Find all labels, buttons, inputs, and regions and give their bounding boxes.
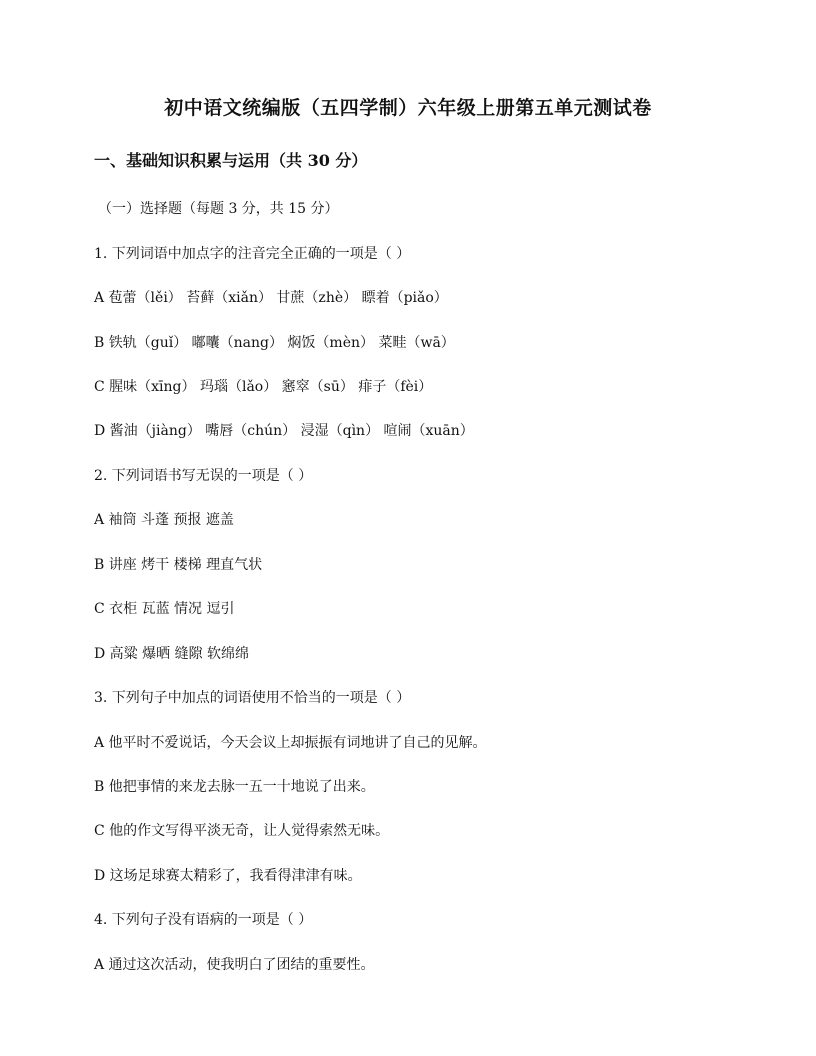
question-4-option-a: A 通过这次活动，使我明白了团结的重要性。: [94, 957, 375, 973]
question-3-option-a: A 他平时不爱说话，今天会议上却振振有词地讲了自己的见解。: [94, 735, 487, 751]
section-heading: 一、基础知识积累与运用（共 30 分）: [94, 151, 368, 170]
question-1-option-a: A 苞蕾（lěi） 苔藓（xiǎn） 甘蔗（zhè） 瞟着（piǎo）: [94, 290, 448, 306]
question-2-option-a: A 袖筒 斗蓬 预报 遮盖: [94, 512, 234, 528]
question-1-option-c: C 腥味（xīng） 玛瑙（lǎo） 窸窣（sū） 痱子（fèi）: [94, 379, 433, 395]
question-1-option-b: B 铁轨（guǐ） 嘟囔（nang） 焖饭（mèn） 菜畦（wā）: [94, 335, 455, 351]
question-2-stem: 2. 下列词语书写无误的一项是（ ）: [94, 468, 313, 484]
question-3-option-b: B 他把事情的来龙去脉一五一十地说了出来。: [94, 779, 375, 795]
question-1-stem: 1. 下列词语中加点字的注音完全正确的一项是（ ）: [94, 246, 411, 262]
question-4-stem: 4. 下列句子没有语病的一项是（ ）: [94, 912, 313, 928]
question-2-option-d: D 高粱 爆晒 缝隙 软绵绵: [94, 646, 250, 662]
document-title: 初中语文统编版（五四学制）六年级上册第五单元测试卷: [164, 97, 652, 119]
subsection-heading: （一）选择题（每题 3 分，共 15 分）: [98, 201, 339, 217]
question-3-stem: 3. 下列句子中加点的词语使用不恰当的一项是（ ）: [94, 690, 411, 706]
question-3-option-c: C 他的作文写得平淡无奇，让人觉得索然无味。: [94, 823, 390, 839]
question-2-option-c: C 衣柜 瓦蓝 情况 逗引: [94, 601, 235, 617]
question-3-option-d: D 这场足球赛太精彩了，我看得津津有味。: [94, 868, 362, 884]
question-1-option-d: D 酱油（jiàng） 嘴唇（chún） 浸湿（qìn） 喧闹（xuān）: [94, 423, 474, 439]
question-2-option-b: B 讲座 烤干 楼梯 理直气状: [94, 557, 263, 573]
